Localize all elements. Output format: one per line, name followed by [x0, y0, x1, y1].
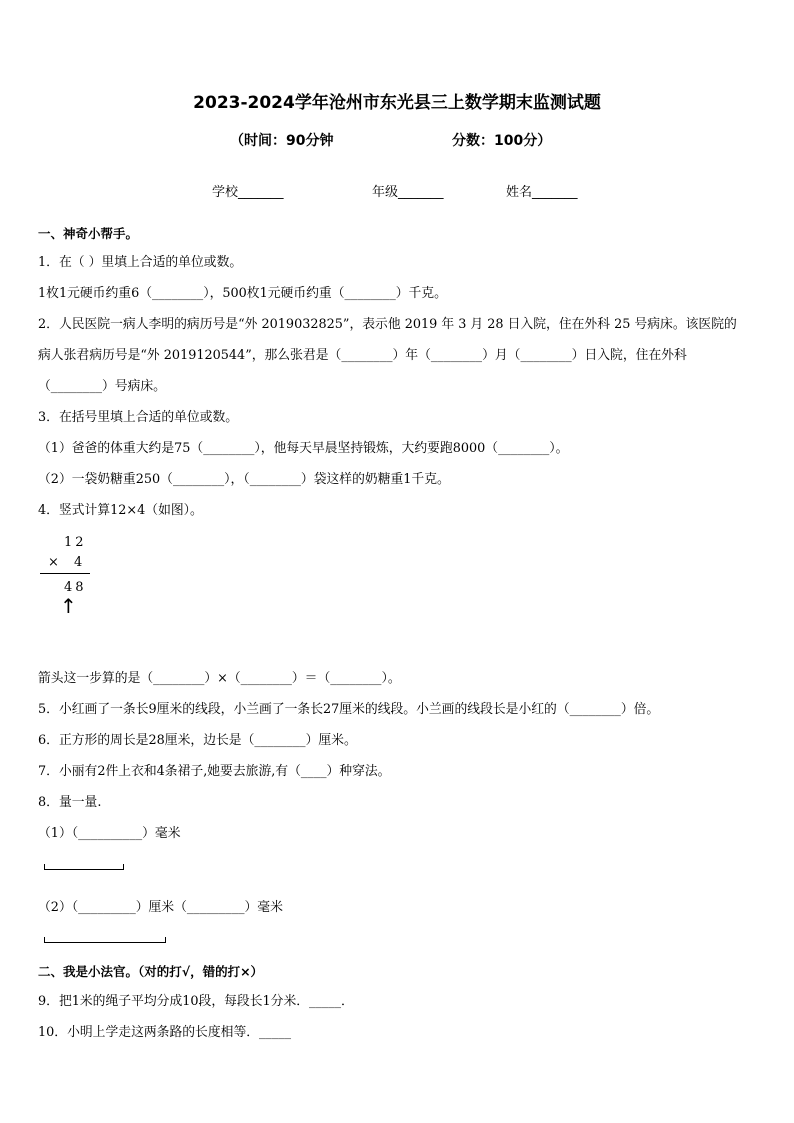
question-3: 3．在括号里填上合适的单位或数。: [38, 410, 239, 425]
measure-segment-2: [44, 942, 166, 943]
measure-segment-1: [44, 869, 124, 870]
segment-1-right-tick: [123, 864, 124, 870]
exam-score: 分数：100分）: [452, 133, 552, 149]
page-title: 2023-2024学年沧州市东光县三上数学期末监测试题: [193, 93, 601, 113]
school-field: 学校_______: [212, 185, 284, 200]
section-1-heading: 一、神奇小帮手。: [38, 226, 139, 241]
question-8-part-2: （2）（_________）厘米（_________）毫米: [38, 900, 283, 915]
question-8: 8．量一量.: [38, 795, 102, 810]
up-arrow-icon: ↑: [60, 594, 77, 618]
question-2-line-3: （________）号病床。: [38, 379, 166, 394]
question-3-part-1: （1）爸爸的体重大约是75（________），他每天早晨坚持锻炼，大约要跑8000（________）。: [38, 441, 569, 456]
vertical-calc-times: ×: [48, 555, 59, 570]
question-10: 10．小明上学走这两条路的长度相等．_____: [38, 1025, 292, 1040]
segment-2-right-tick: [165, 937, 166, 943]
vertical-calc-multiplier: 4: [74, 555, 83, 570]
segment-2-left-tick: [44, 937, 45, 943]
question-5: 5．小红画了一条长9厘米的线段，小兰画了一条长27厘米的线段。小兰画的线段长是小红的（________）倍。: [38, 702, 660, 717]
vertical-calc-top: 12: [64, 535, 87, 550]
vertical-calc-rule: [40, 573, 90, 574]
question-4: 4．竖式计算12×4（如图）。: [38, 503, 203, 518]
exam-time: （时间：90分钟: [230, 133, 334, 149]
question-1-text: 1枚1元硬币约重6（________），500枚1元硬币约重（________）千克。: [38, 286, 447, 301]
question-1: 1．在（ ）里填上合适的单位或数。: [38, 255, 243, 270]
question-2-line-2: 病人张君病历号是“外 2019120544”，那么张君是（________）年（________）月（________）日入院，住在外科: [38, 348, 687, 363]
question-8-part-1: （1）（__________）毫米: [38, 826, 181, 841]
question-9: 9．把1米的绳子平均分成10段，每段长1分米．_____．: [38, 994, 354, 1009]
vertical-calc-result: 48: [64, 580, 87, 595]
question-3-part-2: （2）一袋奶糖重250（________），（________）袋这样的奶糖重1千克。: [38, 472, 450, 487]
question-4-answer: 箭头这一步算的是（________）×（________）＝（________）。: [38, 671, 401, 686]
grade-field: 年级_______: [372, 185, 444, 200]
segment-1-left-tick: [44, 864, 45, 870]
question-6: 6．正方形的周长是28厘米，边长是（________）厘米。: [38, 733, 357, 748]
question-7: 7．小丽有2件上衣和4条裙子,她要去旅游,有（____）种穿法。: [38, 764, 391, 779]
section-2-heading: 二、我是小法官。（对的打√，错的打×）: [38, 964, 264, 979]
name-field: 姓名_______: [506, 185, 578, 200]
question-2-line-1: 2．人民医院一病人李明的病历号是“外 2019032825”，表示他 2019 年 3 月 28 日入院，住在外科 25 号病床。该医院的: [38, 317, 737, 332]
